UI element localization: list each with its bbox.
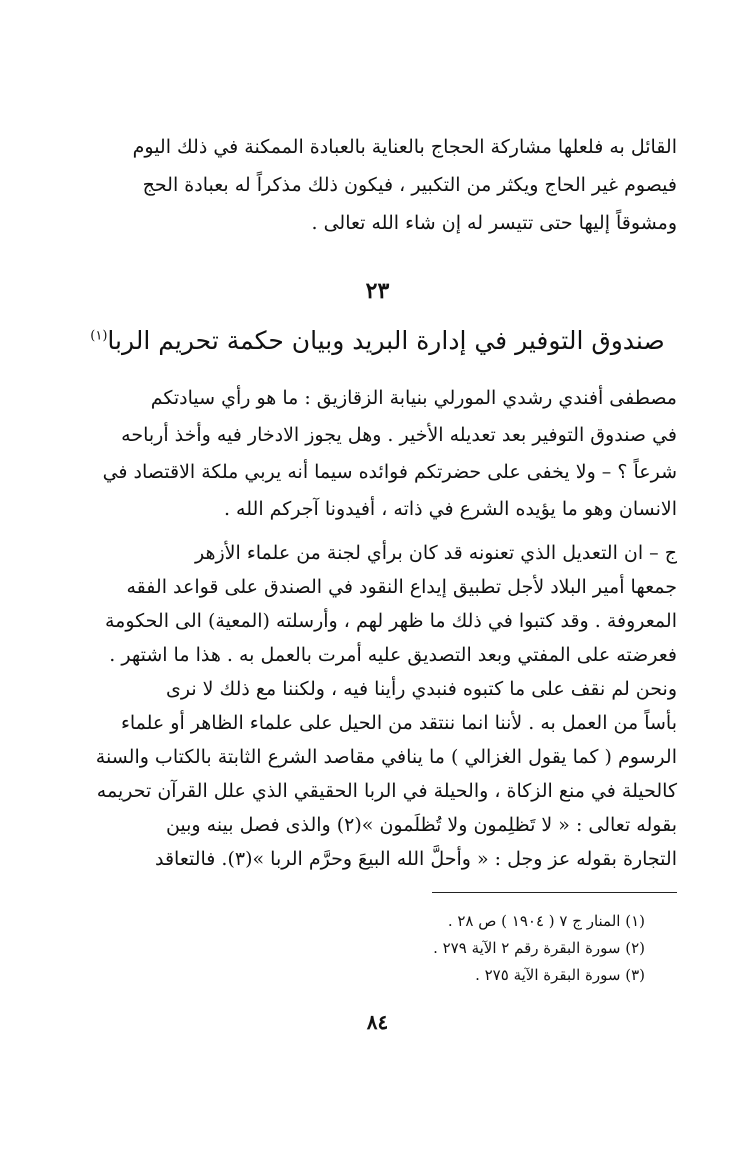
- text-line: ج – ان التعديل الذي تعنونه قد كان برأي لجنة من علماء الأزهر: [195, 542, 677, 564]
- text-line: الرسوم ( كما يقول الغزالي ) ما ينافي مقاصد الشرع الثابتة بالكتاب والسنة: [95, 746, 677, 768]
- section-title-text: صندوق التوفير في إدارة البريد وبيان حكمة تحريم الربا: [107, 326, 665, 355]
- section-title: [0, 326, 755, 355]
- text-line: فيصوم غير الحاج ويكثر من التكبير ، فيكون ذلك مذكراً له بعبادة الحج: [142, 174, 677, 196]
- text-line: بأساً من العمل به . لأننا انما ننتقد من الحيل على علماء الظاهر أو علماء: [120, 712, 677, 734]
- footnote-ref: (١): [90, 328, 108, 344]
- text-line: شرعاً ؟ – ولا يخفى على حضرتكم فوائده سيما أنه يربي ملكة الاقتصاد في: [102, 461, 677, 483]
- text-line: فعرضته على المفتي وبعد التصديق عليه أمرت بالعمل به . هذا ما اشتهر .: [109, 644, 677, 666]
- footnote-divider: [432, 892, 677, 893]
- footnote: (١) المنار ج ٧ ( ١٩٠٤ ) ص ٢٨ .: [447, 912, 645, 930]
- text-line: مصطفى أفندي رشدي المورلي بنيابة الزقازيق : ما هو رأي سيادتكم: [150, 387, 677, 409]
- text-line: كالحيلة في منع الزكاة ، والحيلة في الربا الحقيقي الذي علل القرآن تحريمه: [96, 780, 677, 802]
- text-line: جمعها أمير البلاد لأجل تطبيق إيداع النقود في الصندق على قواعد الفقه: [126, 576, 677, 598]
- text-line: القائل به فلعلها مشاركة الحجاج بالعناية بالعبادة الممكنة في ذلك اليوم: [132, 136, 677, 158]
- page-number: ٨٤: [366, 1010, 389, 1034]
- text-line: ومشوقاً إليها حتى تتيسر له إن شاء الله تعالى .: [311, 212, 677, 234]
- intro-paragraph: [77, 128, 677, 242]
- answer-paragraph: [77, 536, 677, 876]
- text-line: في صندوق التوفير بعد تعديله الأخير . وهل يجوز الادخار فيه وأخذ أرباحه: [121, 424, 677, 446]
- text-line: المعروفة . وقد كتبوا في ذلك ما ظهر لهم ، وأرسلته (المعية) الى الحكومة: [104, 610, 677, 632]
- section-number: ٢٣: [365, 278, 390, 304]
- text-line: الانسان وهو ما يؤيده الشرع في ذاته ، أفيدونا آجركم الله .: [223, 498, 677, 520]
- text-line: ونحن لم نقف على ما كتبوه فنبدي رأينا فيه ، ولكننا مع ذلك لا نرى: [166, 678, 677, 700]
- text-line: التجارة بقوله عز وجل : « وأحلَّ الله البيعَ وحرَّم الربا »(٣). فالتعاقد: [154, 848, 677, 870]
- footnotes: [245, 908, 645, 989]
- question-paragraph: [77, 380, 677, 528]
- footnote: (٣) سورة البقرة الآية ٢٧٥ .: [475, 966, 645, 984]
- text-line: بقوله تعالى : « لا تَظلِمون ولا تُظلَمون »(٢) والذى فصل بينه وبين: [165, 814, 677, 836]
- footnote: (٢) سورة البقرة رقم ٢ الآية ٢٧٩ .: [433, 939, 645, 957]
